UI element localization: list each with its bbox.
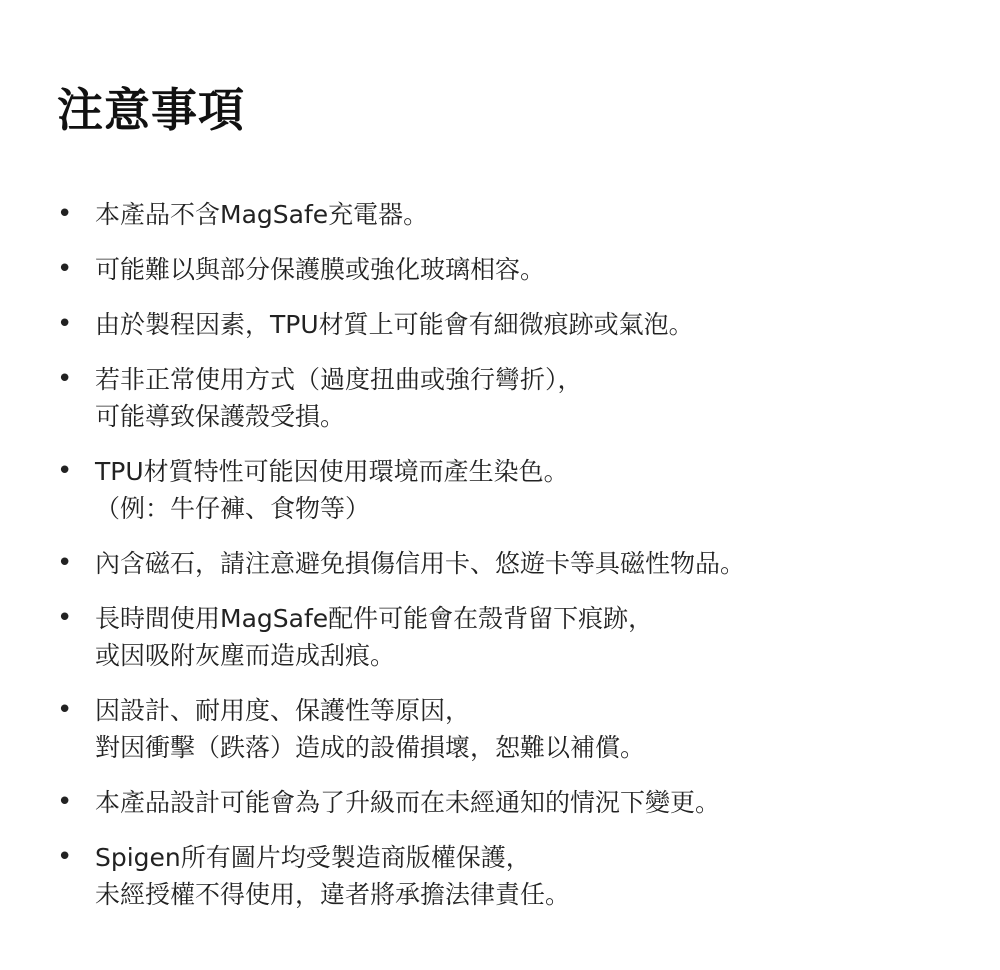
note-item-3	[0, 306, 1000, 343]
note-text: 由於製程因素，TPU材質上可能會有細微痕跡或氣泡。	[95, 310, 694, 339]
page-title: 注意事項	[57, 83, 245, 137]
note-text: 對因衝擊（跌落）造成的設備損壞，恕難以補償。	[95, 733, 646, 762]
note-text: 未經授權不得使用，違者將承擔法律責任。	[95, 880, 571, 909]
note-text: 本產品設計可能會為了升級而在未經通知的情況下變更。	[95, 788, 721, 817]
note-item-6	[0, 545, 1000, 582]
note-text: 或因吸附灰塵而造成刮痕。	[95, 641, 396, 670]
bullet-icon: •	[57, 548, 73, 578]
bullet-icon: •	[57, 787, 73, 817]
note-item-9	[0, 784, 1000, 821]
note-text: TPU材質特性可能因使用環境而產生染色。	[95, 457, 569, 486]
bullet-icon: •	[57, 309, 73, 339]
note-text: 本產品不含MagSafe充電器。	[95, 200, 429, 229]
note-text: 可能導致保護殼受損。	[95, 402, 346, 431]
bullet-icon: •	[57, 199, 73, 229]
note-text: 長時間使用MagSafe配件可能會在殼背留下痕跡，	[95, 604, 654, 633]
bullet-icon: •	[57, 456, 73, 486]
note-item-1	[0, 196, 1000, 233]
note-item-2	[0, 251, 1000, 288]
bullet-icon: •	[57, 254, 73, 284]
bullet-icon: •	[57, 695, 73, 725]
note-text: Spigen所有圖片均受製造商版權保護，	[95, 843, 531, 872]
notes-list	[0, 196, 1000, 931]
bullet-icon: •	[57, 603, 73, 633]
note-text: 可能難以與部分保護膜或強化玻璃相容。	[95, 255, 546, 284]
note-item-8	[0, 692, 1000, 766]
note-text: 因設計、耐用度、保護性等原因，	[95, 696, 471, 725]
note-item-7	[0, 600, 1000, 674]
bullet-icon: •	[57, 842, 73, 872]
note-item-10	[0, 839, 1000, 913]
bullet-icon: •	[57, 364, 73, 394]
note-item-5	[0, 453, 1000, 527]
note-text: （例：牛仔褲、食物等）	[95, 494, 371, 523]
note-text: 內含磁石，請注意避免損傷信用卡、悠遊卡等具磁性物品。	[95, 549, 746, 578]
note-text: 若非正常使用方式（過度扭曲或強行彎折），	[95, 365, 583, 394]
note-item-4	[0, 361, 1000, 435]
